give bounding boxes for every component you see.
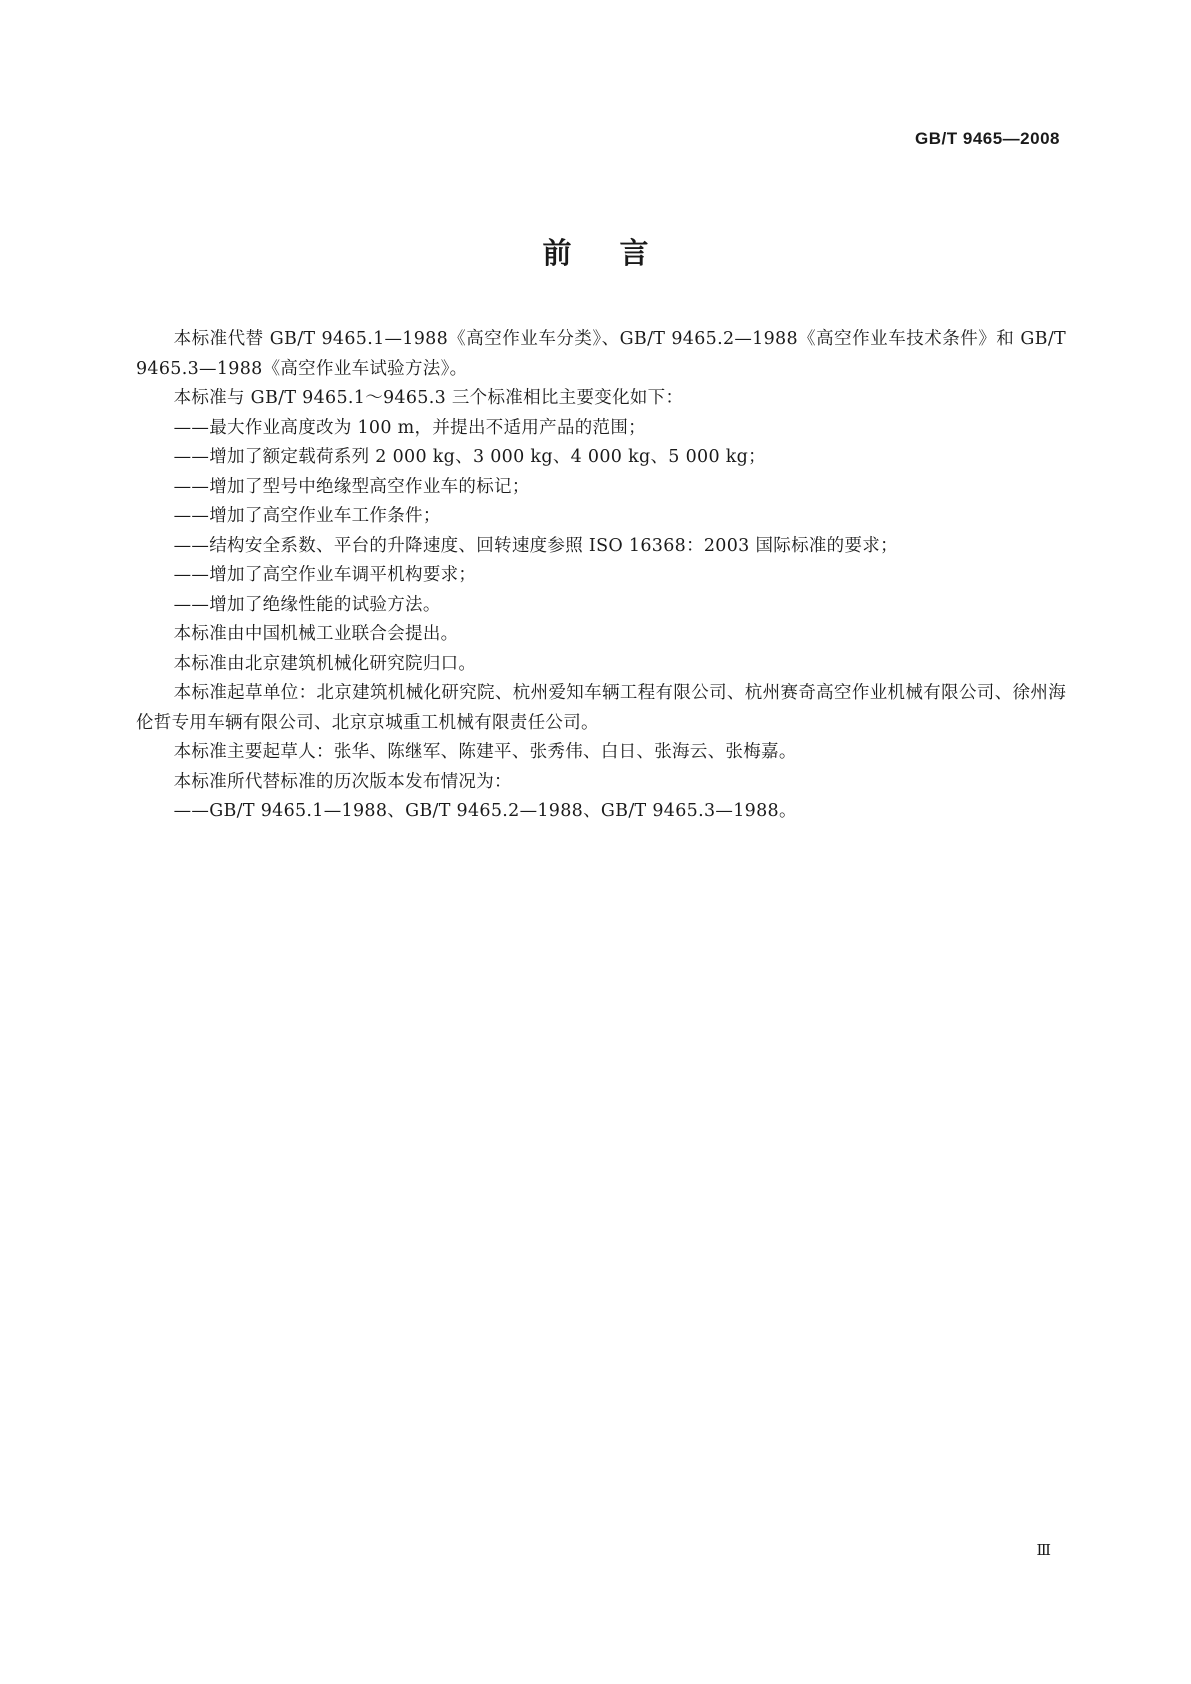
- list-item-change: ——增加了高空作业车工作条件；: [173, 506, 441, 526]
- foreword-body: [136, 325, 1066, 827]
- paragraph-replaces-standards: 本标准代替 GB/T 9465.1—1988《高空作业车分类》、GB/T 9465.2—1988《高空作业车技术条件》和 GB/T 9465.3—1988《高空作业车试验方法》。: [136, 329, 1066, 379]
- paragraph-main-changes-intro: 本标准与 GB/T 9465.1～9465.3 三个标准相比主要变化如下：: [173, 388, 684, 408]
- standard-code-header: GB/T 9465—2008: [915, 129, 1060, 148]
- paragraph-drafting-units: 本标准起草单位：北京建筑机械化研究院、杭州爱知车辆工程有限公司、杭州赛奇高空作业机械有限公司、徐州海伦哲专用车辆有限公司、北京京城重工机械有限责任公司。: [136, 683, 1066, 733]
- page-title: 前言: [542, 236, 697, 270]
- page-number: Ⅲ: [1036, 1541, 1051, 1559]
- list-item-change: ——最大作业高度改为 100 m，并提出不适用产品的范围；: [173, 417, 646, 438]
- list-item-change: ——增加了额定载荷系列 2 000 kg、3 000 kg、4 000 kg、5 000 kg；: [173, 447, 766, 467]
- paragraph-proposed-by: 本标准由中国机械工业联合会提出。: [173, 624, 459, 644]
- list-item-change: ——结构安全系数、平台的升降速度、回转速度参照 ISO 16368：2003 国际标准的要求；: [173, 535, 898, 556]
- paragraph-drafters: 本标准主要起草人：张华、陈继军、陈建平、张秀伟、白日、张海云、张梅嘉。: [173, 742, 797, 762]
- list-item-previous-edition: ——GB/T 9465.1—1988、GB/T 9465.2—1988、GB/T 9465.3—1988。: [173, 801, 797, 821]
- list-item-change: ——增加了绝缘性能的试验方法。: [173, 594, 441, 615]
- paragraph-centralized-by: 本标准由北京建筑机械化研究院归口。: [173, 653, 477, 674]
- list-item-change: ——增加了高空作业车调平机构要求；: [173, 565, 477, 585]
- list-item-change: ——增加了型号中绝缘型高空作业车的标记；: [173, 476, 530, 497]
- paragraph-previous-editions-intro: 本标准所代替标准的历次版本发布情况为：: [173, 771, 512, 792]
